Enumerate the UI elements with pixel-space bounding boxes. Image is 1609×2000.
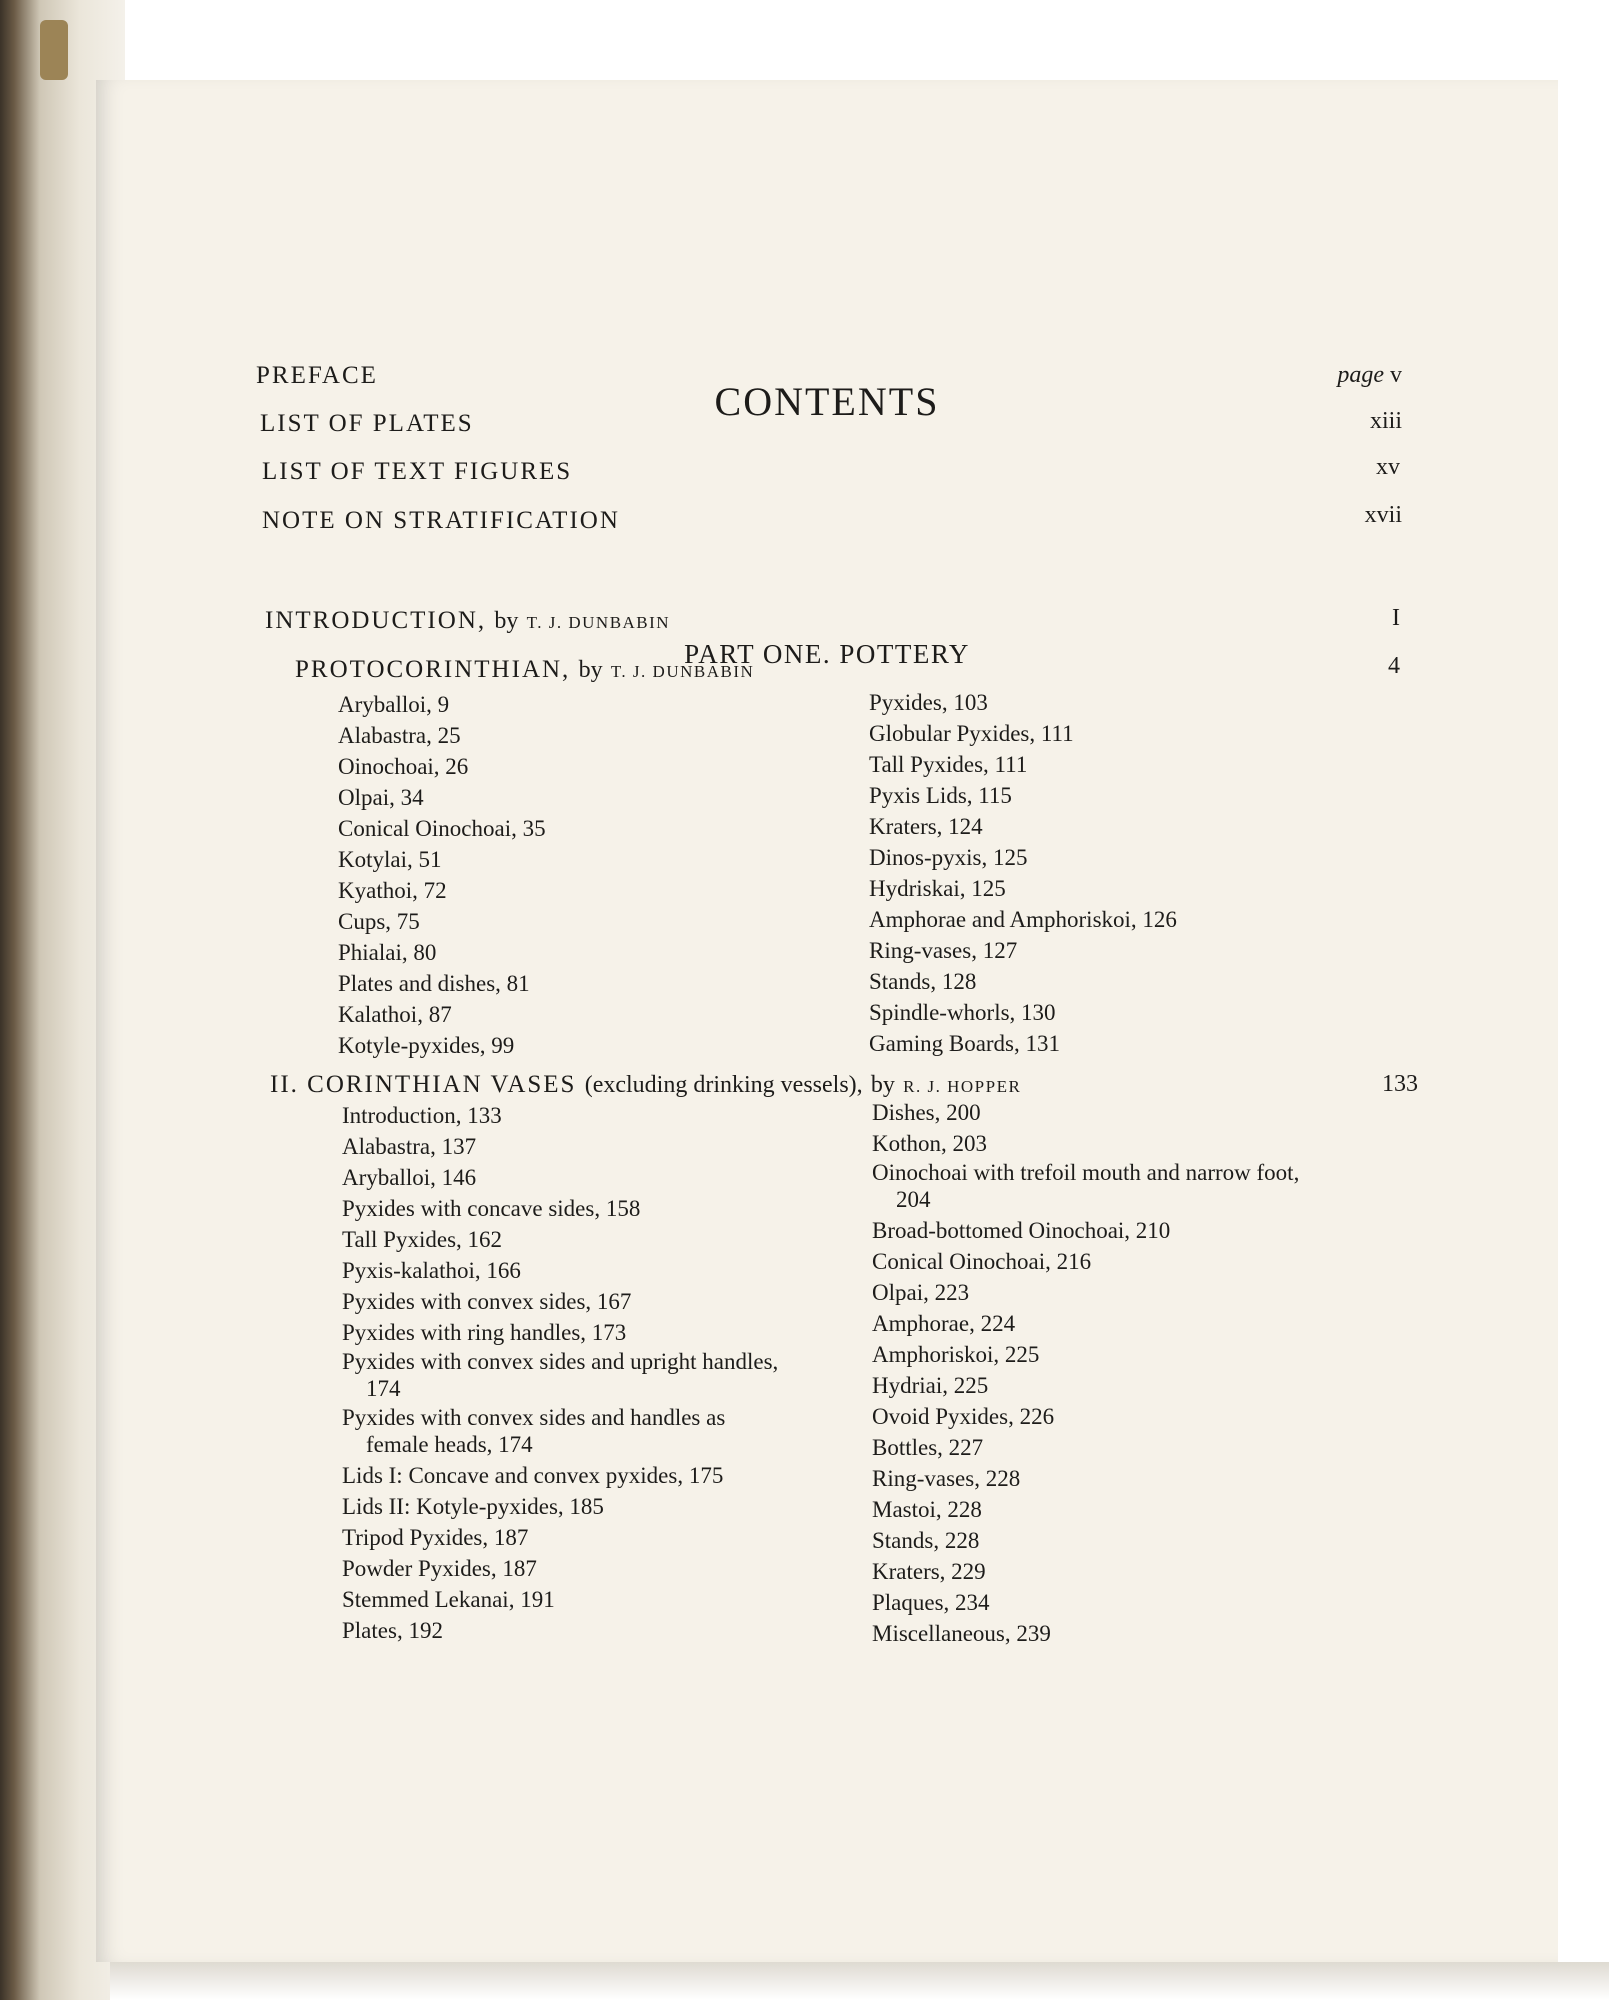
section-note: (excluding drinking vessels), xyxy=(584,1072,863,1098)
protocorinthian-list-left xyxy=(338,689,818,1061)
list-item: Tall Pyxides, 111 xyxy=(869,752,1028,777)
list-item: Pyxides with ring handles, 173 xyxy=(342,1320,627,1345)
list-item: Pyxides with convex sides and handles as female heads, 174 xyxy=(342,1405,726,1457)
list-item: Ring-vases, 127 xyxy=(869,938,1018,963)
list-item: Broad-bottomed Oinochoai, 210 xyxy=(872,1218,1171,1243)
toc-page-list-of-plates: xiii xyxy=(1369,408,1402,434)
list-item: Dishes, 200 xyxy=(872,1100,981,1125)
toc-entry-note-on-stratification: NOTE ON STRATIFICATION xyxy=(262,507,620,534)
toc-page-note-on-stratification: xvii xyxy=(1364,502,1402,528)
list-item: Hydriai, 225 xyxy=(872,1373,989,1398)
list-item: Ring-vases, 228 xyxy=(872,1466,1021,1491)
list-item: Olpai, 223 xyxy=(872,1280,970,1305)
list-item: Oinochoai with trefoil mouth and narrow foot, 204 xyxy=(872,1160,1300,1212)
list-item: Gaming Boards, 131 xyxy=(869,1031,1061,1056)
list-item: Dinos-pyxis, 125 xyxy=(869,845,1028,870)
list-item: Miscellaneous, 239 xyxy=(872,1621,1051,1646)
list-item: Amphorae and Amphoriskoi, 126 xyxy=(869,907,1177,932)
toc-entry-protocorinthian xyxy=(295,656,754,684)
list-item: Aryballoi, 9 xyxy=(338,692,450,717)
list-item: Pyxis-kalathoi, 166 xyxy=(342,1258,521,1283)
toc-page-corinthian-vases: 133 xyxy=(1382,1071,1418,1097)
corinthian-list-right xyxy=(872,1097,1312,1649)
toc-page-preface xyxy=(1337,362,1402,389)
list-item: Introduction, 133 xyxy=(342,1103,502,1128)
list-item: Stemmed Lekanai, 191 xyxy=(342,1587,555,1612)
section-label: PROTOCORINTHIAN, xyxy=(295,656,571,683)
list-item: Pyxides with convex sides and upright handles, 174 xyxy=(342,1349,779,1401)
by-text: by xyxy=(578,657,603,683)
page-prefix: page xyxy=(1337,362,1384,388)
by-text: by xyxy=(494,608,519,634)
protocorinthian-list-right xyxy=(869,687,1339,1059)
page-number: v xyxy=(1390,362,1402,388)
toc-entry-preface: PREFACE xyxy=(256,362,378,389)
list-item: Hydriskai, 125 xyxy=(869,876,1006,901)
list-item: Stands, 228 xyxy=(872,1528,980,1553)
toc-page-list-of-text-figures: xv xyxy=(1376,454,1400,480)
toc-entry-introduction xyxy=(265,607,670,635)
list-item: Amphoriskoi, 225 xyxy=(872,1342,1040,1367)
list-item: Plates and dishes, 81 xyxy=(338,971,530,996)
list-item: Mastoi, 228 xyxy=(872,1497,982,1522)
corinthian-list-left xyxy=(342,1100,812,1646)
list-item: Stands, 128 xyxy=(869,969,977,994)
list-item: Cups, 75 xyxy=(338,909,420,934)
author-name: R. J. HOPPER xyxy=(903,1077,1022,1096)
toc-entry-corinthian-vases xyxy=(270,1071,1021,1099)
list-item: Aryballoi, 146 xyxy=(342,1165,477,1190)
by-text: by xyxy=(870,1072,895,1098)
toc-entry-list-of-plates: LIST OF PLATES xyxy=(260,410,474,437)
list-item: Phialai, 80 xyxy=(338,940,437,965)
list-item: Lids I: Concave and convex pyxides, 175 xyxy=(342,1463,724,1488)
list-item: Conical Oinochoai, 216 xyxy=(872,1249,1092,1274)
list-item: Alabastra, 25 xyxy=(338,723,461,748)
list-item: Tall Pyxides, 162 xyxy=(342,1227,503,1252)
list-item: Ovoid Pyxides, 226 xyxy=(872,1404,1055,1429)
spine-cap xyxy=(40,20,68,80)
list-item: Bottles, 227 xyxy=(872,1435,984,1460)
section-label: INTRODUCTION, xyxy=(265,607,487,634)
author-name: T. J. DUNBABIN xyxy=(610,662,755,681)
toc-page-introduction: I xyxy=(1392,605,1400,631)
list-item: Amphorae, 224 xyxy=(872,1311,1016,1336)
list-item: Alabastra, 137 xyxy=(342,1134,477,1159)
contents-page xyxy=(96,80,1558,1962)
list-item: Oinochoai, 26 xyxy=(338,754,469,779)
toc-page-protocorinthian: 4 xyxy=(1388,653,1400,679)
list-item: Pyxides with concave sides, 158 xyxy=(342,1196,641,1221)
list-item: Kraters, 124 xyxy=(869,814,983,839)
page-bottom-edge xyxy=(110,1962,1609,2000)
list-item: Lids II: Kotyle-pyxides, 185 xyxy=(342,1494,604,1519)
section-label: II. CORINTHIAN VASES xyxy=(270,1071,577,1098)
toc-entry-list-of-text-figures: LIST OF TEXT FIGURES xyxy=(262,458,573,485)
list-item: Tripod Pyxides, 187 xyxy=(342,1525,529,1550)
list-item: Powder Pyxides, 187 xyxy=(342,1556,537,1581)
list-item: Olpai, 34 xyxy=(338,785,424,810)
list-item: Plates, 192 xyxy=(342,1618,443,1643)
list-item: Plaques, 234 xyxy=(872,1590,990,1615)
list-item: Pyxides, 103 xyxy=(869,690,988,715)
list-item: Kyathoi, 72 xyxy=(338,878,447,903)
list-item: Kotylai, 51 xyxy=(338,847,442,872)
list-item: Conical Oinochoai, 35 xyxy=(338,816,546,841)
list-item: Kotyle-pyxides, 99 xyxy=(338,1033,515,1058)
author-name: T. J. DUNBABIN xyxy=(526,613,671,632)
list-item: Kothon, 203 xyxy=(872,1131,987,1156)
list-item: Kraters, 229 xyxy=(872,1559,986,1584)
list-item: Pyxis Lids, 115 xyxy=(869,783,1012,808)
part-heading: PART ONE. POTTERY xyxy=(684,639,970,669)
page-title: CONTENTS xyxy=(714,379,940,424)
list-item: Kalathoi, 87 xyxy=(338,1002,452,1027)
list-item: Globular Pyxides, 111 xyxy=(869,721,1074,746)
list-item: Spindle-whorls, 130 xyxy=(869,1000,1056,1025)
list-item: Pyxides with convex sides, 167 xyxy=(342,1289,632,1314)
